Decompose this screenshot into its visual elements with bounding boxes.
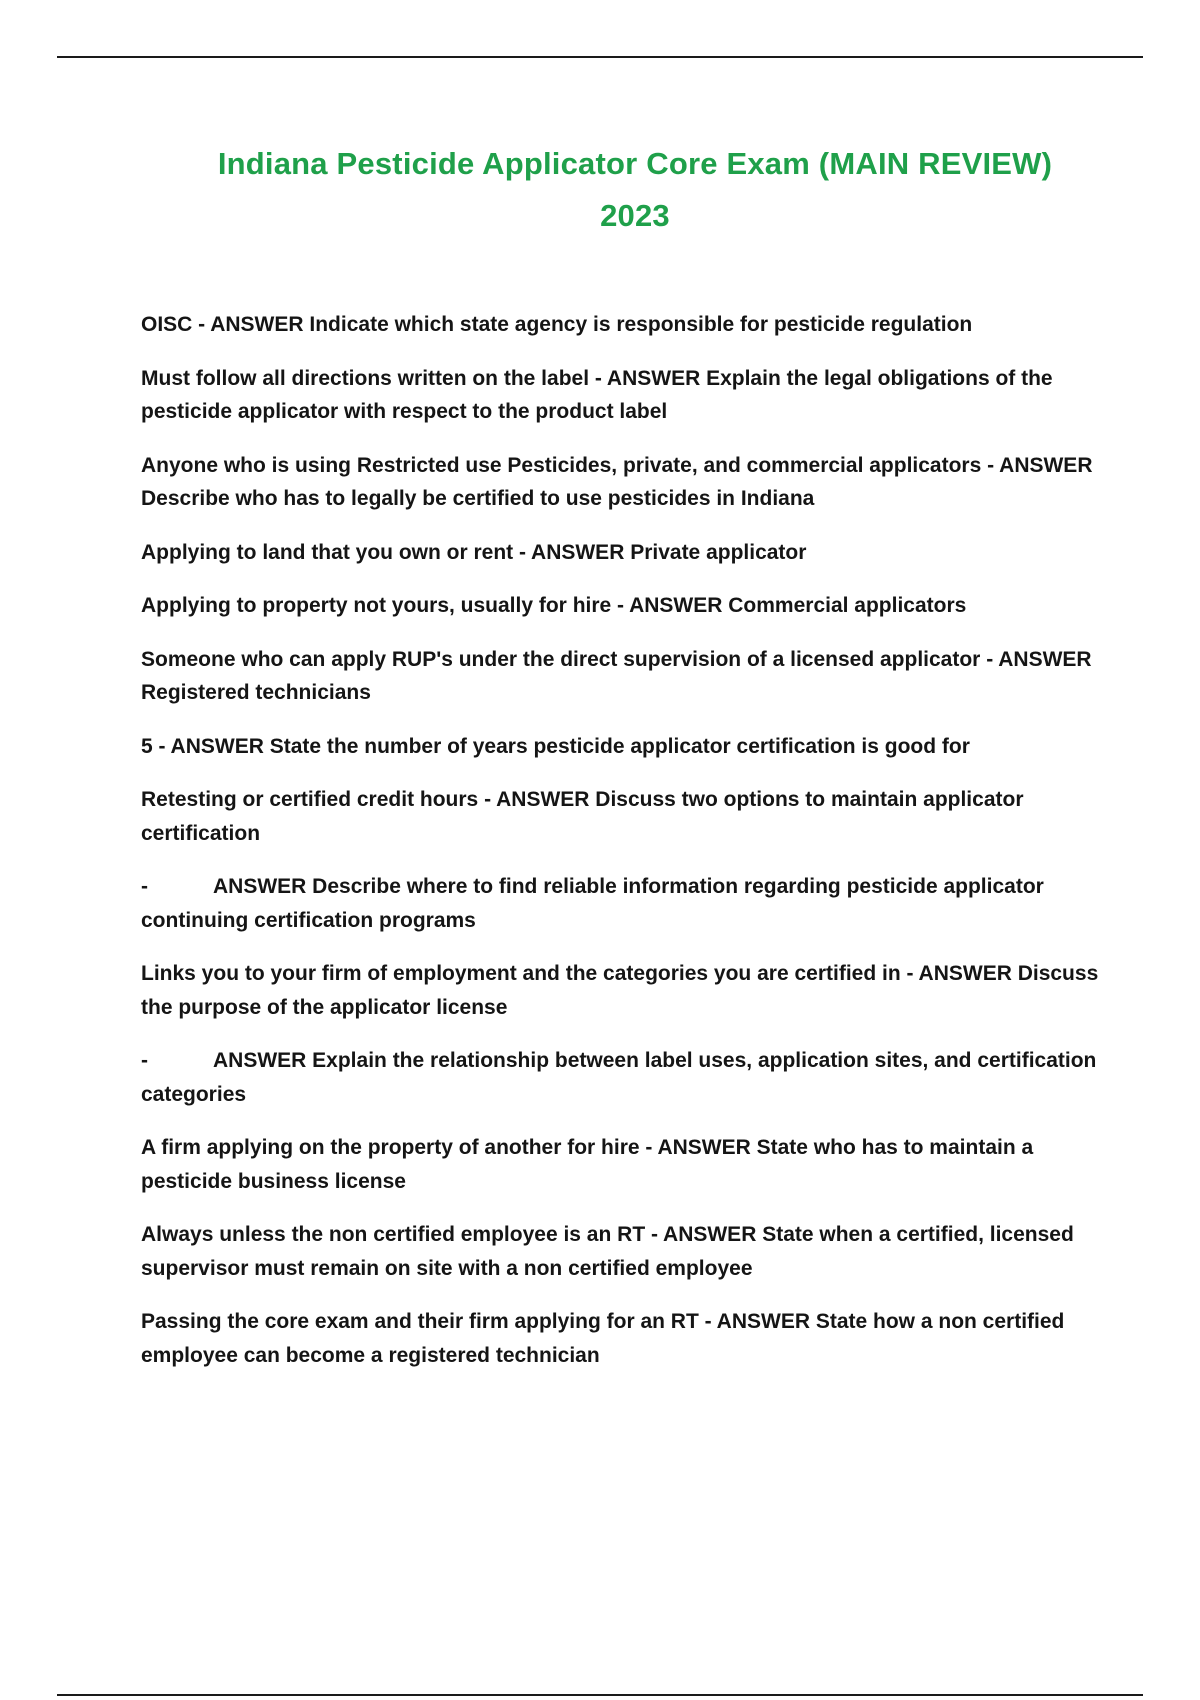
title-line-2: 2023 — [600, 198, 670, 233]
qa-item: A firm applying on the property of another for hire - ANSWER State who has to maintain a pesticide business license — [141, 1136, 1034, 1193]
document-title — [195, 138, 1075, 242]
qa-list — [141, 308, 1101, 1392]
bottom-divider — [57, 1694, 1143, 1696]
qa-item: Applying to land that you own or rent - ANSWER Private applicator — [141, 540, 807, 564]
qa-item: 5 - ANSWER State the number of years pesticide applicator certification is good for — [141, 734, 970, 758]
qa-item-text: ANSWER Describe where to find reliable information regarding pesticide applicator continuing certification programs — [141, 875, 1044, 932]
qa-item-text: ANSWER Explain the relationship between label uses, application sites, and certification categories — [141, 1049, 1097, 1106]
qa-item: Applying to property not yours, usually for hire - ANSWER Commercial applicators — [141, 594, 967, 617]
qa-item: Someone who can apply RUP's under the direct supervision of a licensed applicator - ANSWER Registered technicians — [141, 647, 1092, 704]
qa-item — [141, 870, 1101, 937]
qa-item: Passing the core exam and their firm applying for an RT - ANSWER State how a non certified employee can become a registered technician — [141, 1310, 1065, 1367]
list-dash: - — [141, 875, 148, 898]
title-line-1: Indiana Pesticide Applicator Core Exam (MAIN REVIEW) — [217, 146, 1053, 181]
top-divider — [57, 56, 1143, 58]
list-dash: - — [141, 1049, 148, 1072]
qa-item: Anyone who is using Restricted use Pesticides, private, and commercial applicators - ANSWER Describe who has to legally be certified to use pesticides in Indiana — [141, 453, 1093, 510]
qa-item: Must follow all directions written on the label - ANSWER Explain the legal obligations of the pesticide applicator with respect to the product label — [141, 366, 1053, 423]
qa-item: OISC - ANSWER Indicate which state agency is responsible for pesticide regulation — [141, 313, 973, 336]
qa-item: Links you to your firm of employment and the categories you are certified in - ANSWER Discuss the purpose of the applicator license — [141, 962, 1099, 1019]
qa-item — [141, 1044, 1101, 1111]
qa-item: Always unless the non certified employee is an RT - ANSWER State when a certified, licensed supervisor must remain on site with a non certified employee — [141, 1223, 1074, 1280]
qa-item: Retesting or certified credit hours - ANSWER Discuss two options to maintain applicator certification — [141, 788, 1024, 845]
